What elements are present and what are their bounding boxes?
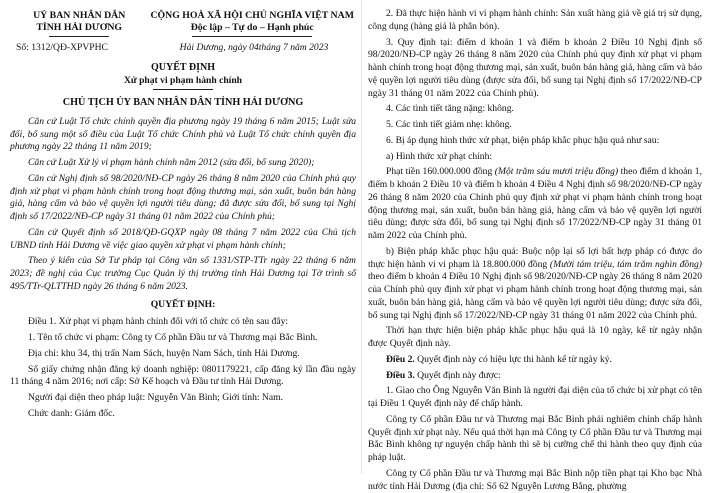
issuing-agency — [10, 10, 148, 37]
representative-title: Chức danh: Giám đốc. — [28, 407, 115, 419]
preamble-item: Căn cứ Quyết định số 2018/QĐ-GQXP ngày 08 tháng 7 năm 2022 của Chủ tịch UBND tỉnh Hải Dương về việc giao quyền xử phạt vi phạm hành chính; — [10, 226, 356, 251]
article-3 — [368, 370, 702, 383]
article-2 — [368, 354, 702, 367]
remedy-paragraph — [368, 246, 702, 323]
preamble-item: Căn cứ Luật Tổ chức chính quyền địa phương ngày 19 tháng 6 năm 2015; Luật sửa đổi, bổ sung một số điều của Luật Tổ chức Chính phủ và Luật Tổ chức chính quyền địa phương ngày 22 tháng 11 năm 2019; — [10, 115, 356, 153]
fine-amount-words: (Một trăm sáu mươi triệu đồng) — [494, 166, 619, 178]
payment-clause: Công ty Cổ phần Đầu tư và Thương mại Bắc Bình nộp tiền phạt tại Kho bạc Nhà nước tỉnh Hải Dương (địa chỉ: Số 62 Nguyễn Lương Bằng, phường — [368, 467, 702, 492]
agency-line-2: TỈNH HẢI DƯƠNG — [36, 22, 123, 34]
national-title — [148, 10, 356, 37]
decision-heading: QUYẾT ĐỊNH: — [150, 298, 216, 310]
remedy-deadline: Thời hạn thực hiện biện pháp khắc phục hậu quả là 10 ngày, kể từ ngày nhận được Quyết định này. — [368, 325, 702, 349]
remedy-amount: b) Biện pháp khắc phục hậu quả: Buộc nộp lại số lợi bất hợp pháp có được do thực hiện hành vi vi phạm là 18.800.000 đồng — [368, 245, 702, 270]
decision-subject: Xử phạt vi phạm hành chính — [124, 74, 242, 86]
document-number: Số: 1312/QĐ-XPVPHC — [16, 42, 108, 54]
subject-underline — [153, 89, 213, 90]
violator-address: Địa chỉ: khu 34, thị trấn Nam Sách, huyện Nam Sách, tỉnh Hải Dương. — [28, 347, 300, 359]
right-column — [362, 0, 710, 492]
legal-basis: 3. Quy định tại: điểm d khoản 1 và điểm b khoản 2 Điều 10 Nghị định số 98/2020/NĐ-CP ngày 26 tháng 8 năm 2020 của Chính phủ quy định xử phạt vi phạm hành chính trong hoạt động thương mại, sản xuất, buôn bán hàng giả, hàng cấm và bảo vệ quyền lợi người tiêu dùng (được sửa đổi, bổ sung tại Nghị định số 17/2022/NĐ-CP ngày 31 tháng 01 năm 2022 của Chính phủ). — [368, 36, 702, 99]
nation-line: CỘNG HOÀ XÃ HỘI CHỦ NGHĨA VIỆT NAM — [150, 10, 354, 21]
article-1-intro: Điều 1. Xử phạt vi phạm hành chính đối với tổ chức có tên sau đây: — [28, 316, 289, 328]
business-registration: Số giấy chứng nhận đăng ký doanh nghiệp: 0801179221, cấp đăng ký lần đầu ngày 11 tháng 4 năm 2016; nơi cấp: Sở Kế hoạch và Đầu tư tỉnh Hải Dương. — [10, 363, 356, 388]
main-penalty-heading: a) Hình thức xử phạt chính: — [386, 150, 493, 162]
aggravating-circumstances: 4. Các tình tiết tăng nặng: không. — [386, 103, 514, 115]
place-date: Hải Dương, ngày 04tháng 7 năm 2023 — [179, 42, 329, 54]
mitigating-circumstances: 5. Các tình tiết giảm nhẹ: không. — [386, 119, 512, 130]
agency-underline — [49, 36, 109, 37]
preamble-item: Căn cứ Nghị định số 98/2020/NĐ-CP ngày 26 tháng 8 năm 2020 của Chính phủ quy định xử phạt vi phạm hành chính trong hoạt động thương mại, sản xuất, buôn bán hàng giả, hàng cấm và bảo vệ quyền lợi người tiêu dùng; đã được sửa đổi, bổ sung tại Nghị định số 17/2022/NĐ-CP ngày 31 tháng 01 năm 2022 của Chính phủ; — [10, 172, 356, 223]
decision-title: QUYẾT ĐỊNH — [151, 62, 215, 74]
agency-line-1: UỶ BAN NHÂN DÂN — [33, 10, 126, 21]
motto-underline — [192, 36, 312, 37]
compliance-clause: Công ty Cổ phần Đầu tư và Thương mại Bắc Bình phải nghiêm chỉnh chấp hành Quyết định xử phạt này. Nếu quá thời hạn mà Công ty Cổ phần Đầu tư và Thương mại Bắc Bình không tự nguyện chấp hành thì sẽ bị cưỡng chế thi hành theo quy định của pháp luật. — [368, 413, 702, 463]
remedy-amount-words: (Mười tám triệu, tám trăm nghìn đồng) — [549, 258, 702, 270]
document-header — [10, 10, 356, 37]
fine-amount: Phạt tiền 160.000.000 đồng — [386, 166, 495, 178]
left-column — [0, 0, 362, 474]
violator-name: 1. Tên tổ chức vi phạm: Công ty Cổ phần Đầu tư và Thương mại Bắc Bình. — [28, 332, 318, 344]
fine-legal-basis: theo điểm d khoản 1, điểm b khoản 2 Điều 10 và điểm b khoản 4 Điều 4 Nghị định số 98/2020/NĐ-CP ngày 26 tháng 8 năm 2020 của Chính phủ quy định xử phạt vi phạm hành chính trong hoạt động thương mại, sản xuất, buôn bán hàng giả, hàng cấm và bảo vệ quyền lợi người tiêu dùng; được sửa đổi, bổ sung tại Nghị định số 17/2022/NĐ-CP ngày 31 tháng 01 năm 2022 của Chính phủ. — [368, 166, 702, 241]
preamble-item: Căn cứ Luật Xử lý vi phạm hành chính năm 2012 (sửa đổi, bổ sung 2020); — [28, 157, 315, 169]
delivery-clause: 1. Giao cho Ông Nguyễn Văn Bình là người đại diện của tổ chức bị xử phạt có tên tại Điều 1 Quyết định này để chấp hành. — [368, 385, 702, 409]
preamble-item: Theo ý kiến của Sở Tư pháp tại Công văn số 1331/STP-TTr ngày 22 tháng 6 năm 2023; đề nghị của Cục trưởng Cục Quản lý thị trường tỉnh Hải Dương tại Tờ trình số 495/TTr-QLTTHD ngày 26 tháng 6 năm 2023. — [10, 255, 356, 292]
issuing-authority: CHỦ TỊCH ỦY BAN NHÂN DÂN TỈNH HẢI DƯƠNG — [62, 97, 304, 109]
article-3-text: Quyết định này được: — [414, 369, 501, 381]
document-meta — [10, 42, 356, 55]
article-3-label: Điều 3. — [386, 369, 415, 381]
article-2-text: Quyết định này có hiệu lực thi hành kể từ ngày ký. — [414, 353, 612, 365]
motto-line: Độc lập – Tự do – Hạnh phúc — [190, 22, 314, 34]
legal-representative: Người đại diện theo pháp luật: Nguyễn Văn Bình; Giới tính: Nam. — [28, 392, 283, 404]
violation-act: 2. Đã thực hiện hành vi vi phạm hành chính: Sản xuất hàng giả về giá trị sử dụng, công dụng (hàng giả là phân bón). — [368, 8, 702, 32]
fine-paragraph — [368, 166, 702, 243]
remedy-legal-basis: theo điểm b khoản 4 Điều 10 Nghị định số 98/2020/NĐ-CP ngày 26 tháng 8 năm 2020 của Chính phủ quy định xử phạt vi phạm hành chính trong hoạt động thương mại, sản xuất, buôn bán hàng giả, hàng cấm và bảo vệ quyền lợi người tiêu dùng; được sửa đổi, bổ sung tại Nghị định số 17/2022/NĐ-CP ngày 31 tháng 01 năm 2022 của Chính phủ. — [368, 271, 702, 321]
article-2-label: Điều 2. — [386, 353, 415, 365]
penalty-intro: 6. Bị áp dụng hình thức xử phạt, biện pháp khắc phục hậu quả như sau: — [386, 134, 660, 146]
